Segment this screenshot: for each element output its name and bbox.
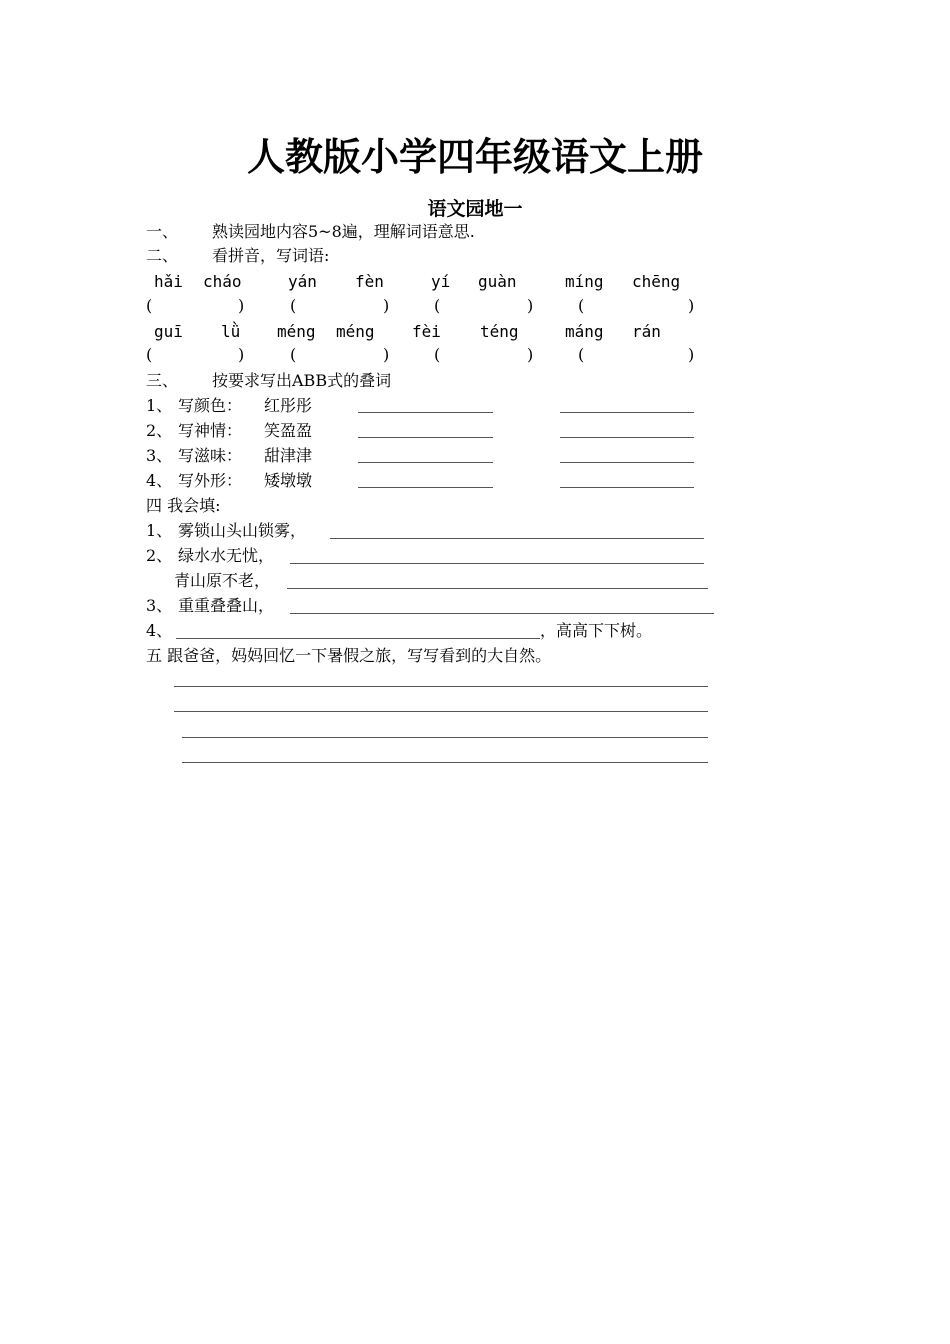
answer-paren-open: ( <box>146 345 153 364</box>
pinyin-syllable: guàn <box>478 272 517 291</box>
answer-paren-close: ) <box>527 345 534 364</box>
answer-line[interactable] <box>330 538 704 539</box>
item-example: 甜津津 <box>264 446 313 465</box>
pinyin-syllable: fèn <box>355 272 384 291</box>
answer-line[interactable] <box>560 487 694 488</box>
answer-paren-close: ) <box>383 345 390 364</box>
fill-in-text: 重重叠叠山， <box>178 596 275 615</box>
pinyin-syllable: cháo <box>203 272 242 291</box>
writing-line[interactable] <box>182 737 708 738</box>
fill-in-text: 雾锁山头山锁雾， <box>178 521 307 540</box>
answer-paren-open: ( <box>146 296 153 315</box>
pinyin-syllable: méng <box>336 322 375 341</box>
item-label: 写外形： <box>178 471 243 490</box>
answer-line[interactable] <box>358 412 493 413</box>
pinyin-syllable: lǜ <box>221 322 241 341</box>
item-number: 1、 <box>146 396 173 415</box>
writing-line[interactable] <box>174 686 708 687</box>
writing-line[interactable] <box>182 762 708 763</box>
section2-text: 看拼音，写词语: <box>212 246 330 265</box>
writing-line[interactable] <box>174 711 708 712</box>
item-example: 红彤彤 <box>264 396 313 415</box>
answer-line[interactable] <box>560 437 694 438</box>
answer-paren-open: ( <box>434 345 441 364</box>
pinyin-syllable: míng <box>565 272 604 291</box>
answer-paren-open: ( <box>578 345 585 364</box>
answer-paren-open: ( <box>578 296 585 315</box>
answer-paren-close: ) <box>527 296 534 315</box>
answer-paren-open: ( <box>290 296 297 315</box>
item-number: 3、 <box>146 446 173 465</box>
section2-number: 二、 <box>146 246 179 265</box>
answer-line[interactable] <box>358 437 493 438</box>
item-number: 4、 <box>146 621 173 640</box>
section1-text: 熟读园地内容5~8遍，理解词语意思. <box>212 222 475 241</box>
answer-paren-close: ) <box>688 345 695 364</box>
item-example: 矮墩墩 <box>264 471 313 490</box>
answer-paren-open: ( <box>434 296 441 315</box>
item-label: 写神情： <box>178 421 243 440</box>
item-number: 2、 <box>146 421 173 440</box>
answer-paren-open: ( <box>290 345 297 364</box>
section4-heading: 四 我会填: <box>146 496 221 515</box>
item-number: 2、 <box>146 546 173 565</box>
answer-line[interactable] <box>287 588 708 589</box>
pinyin-syllable: yí <box>431 272 451 291</box>
answer-paren-close: ) <box>383 296 390 315</box>
answer-line[interactable] <box>290 563 704 564</box>
item-number: 4、 <box>146 471 173 490</box>
pinyin-syllable: yán <box>288 272 317 291</box>
answer-paren-close: ) <box>238 296 245 315</box>
section3-text: 按要求写出ABB式的叠词 <box>212 371 392 390</box>
item-number: 1、 <box>146 521 173 540</box>
section-subtitle: 语文园地一 <box>427 198 523 220</box>
pinyin-syllable: chēng <box>632 272 681 291</box>
answer-line[interactable] <box>358 462 493 463</box>
answer-paren-close: ) <box>238 345 245 364</box>
answer-line[interactable] <box>560 412 694 413</box>
pinyin-syllable: hǎi <box>154 272 183 291</box>
answer-line[interactable] <box>290 613 714 614</box>
answer-paren-close: ) <box>688 296 695 315</box>
pinyin-syllable: guī <box>154 322 183 341</box>
section1-number: 一、 <box>146 222 179 241</box>
fill-in-text: 绿水水无忧， <box>178 546 275 565</box>
section3-number: 三、 <box>146 371 179 390</box>
pinyin-syllable: fèi <box>412 322 441 341</box>
item-label: 写颜色： <box>178 396 243 415</box>
section5-heading: 五 跟爸爸，妈妈回忆一下暑假之旅，写写看到的大自然。 <box>146 646 552 665</box>
item-label: 写滋味： <box>178 446 243 465</box>
fill-in-text: 青山原不老， <box>174 571 271 590</box>
pinyin-syllable: máng <box>565 322 604 341</box>
fill-in-text: ，高高下下树。 <box>540 621 653 640</box>
answer-line[interactable] <box>358 487 493 488</box>
pinyin-syllable: méng <box>277 322 316 341</box>
answer-line[interactable] <box>176 638 540 639</box>
item-example: 笑盈盈 <box>264 421 313 440</box>
answer-line[interactable] <box>560 462 694 463</box>
item-number: 3、 <box>146 596 173 615</box>
pinyin-syllable: téng <box>480 322 519 341</box>
pinyin-syllable: rán <box>632 322 661 341</box>
page-title: 人教版小学四年级语文上册 <box>246 135 703 179</box>
